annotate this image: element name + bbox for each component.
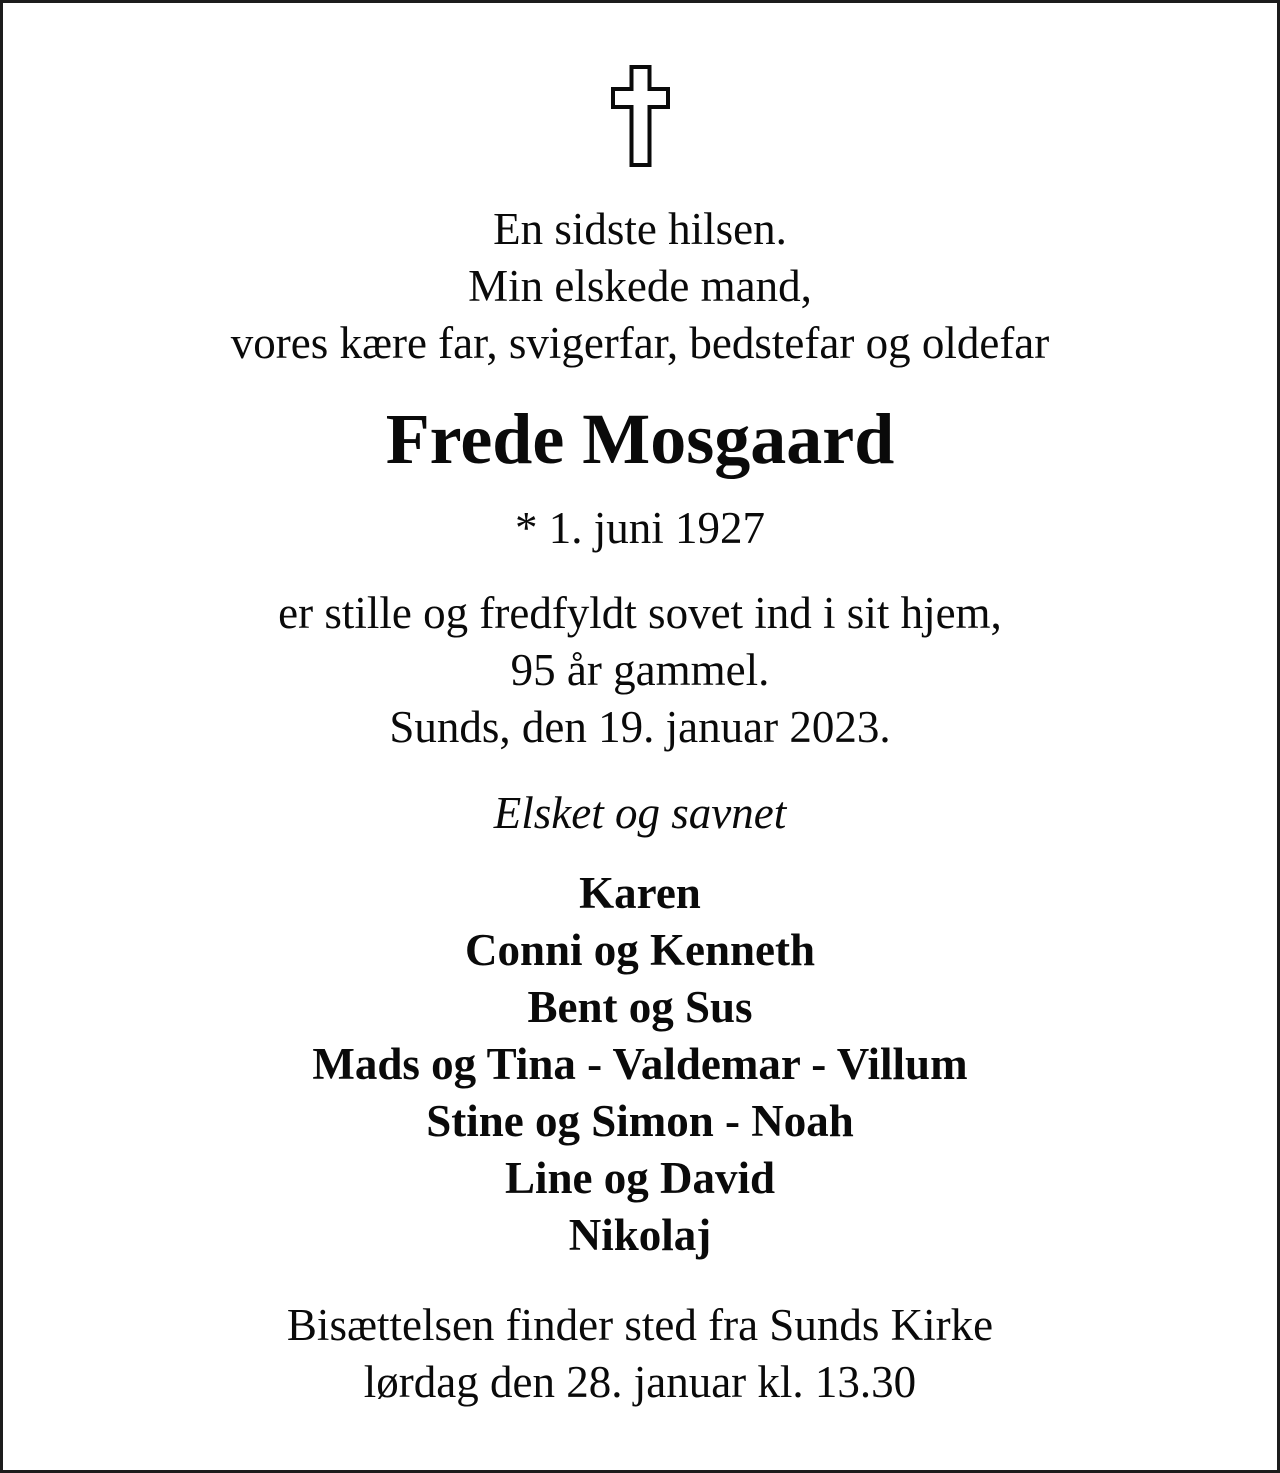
- intro-line: vores kære far, svigerfar, bedstefar og oldefar: [230, 318, 1050, 368]
- mourner-line: Karen: [579, 868, 701, 918]
- deceased-name: Frede Mosgaard: [385, 399, 895, 479]
- mourner-line: Stine og Simon - Noah: [426, 1096, 854, 1146]
- intro-line: Min elskede mand,: [468, 261, 812, 311]
- intro-text: [231, 201, 1050, 372]
- death-announcement-text: [278, 585, 1002, 756]
- mourner-line: Conni og Kenneth: [464, 925, 816, 975]
- funeral-info-line: Bisættelsen finder sted fra Sunds Kirke: [286, 1300, 994, 1350]
- intro-line: En sidste hilsen.: [493, 204, 787, 254]
- farewell-text: [494, 785, 786, 842]
- latin-cross-icon: [611, 65, 670, 167]
- farewell-line: Elsket og savnet: [493, 788, 787, 838]
- mourner-line: Mads og Tina - Valdemar - Villum: [312, 1039, 968, 1089]
- birth-date-line: * 1. juni 1927: [514, 503, 765, 553]
- death-announcement-line: er stille og fredfyldt sovet ind i sit hjem,: [278, 588, 1002, 638]
- birth-date-block: [515, 500, 765, 557]
- death-announcement-line: 95 år gammel.: [510, 645, 770, 695]
- funeral-info-line: lørdag den 28. januar kl. 13.30: [363, 1357, 917, 1407]
- mourners-list: [312, 865, 967, 1264]
- death-announcement-line: Sunds, den 19. januar 2023.: [389, 702, 891, 752]
- funeral-info: [287, 1297, 993, 1411]
- mourner-line: Bent og Sus: [527, 982, 753, 1032]
- mourner-line: Line og David: [504, 1153, 776, 1203]
- mourner-line: Nikolaj: [568, 1210, 712, 1260]
